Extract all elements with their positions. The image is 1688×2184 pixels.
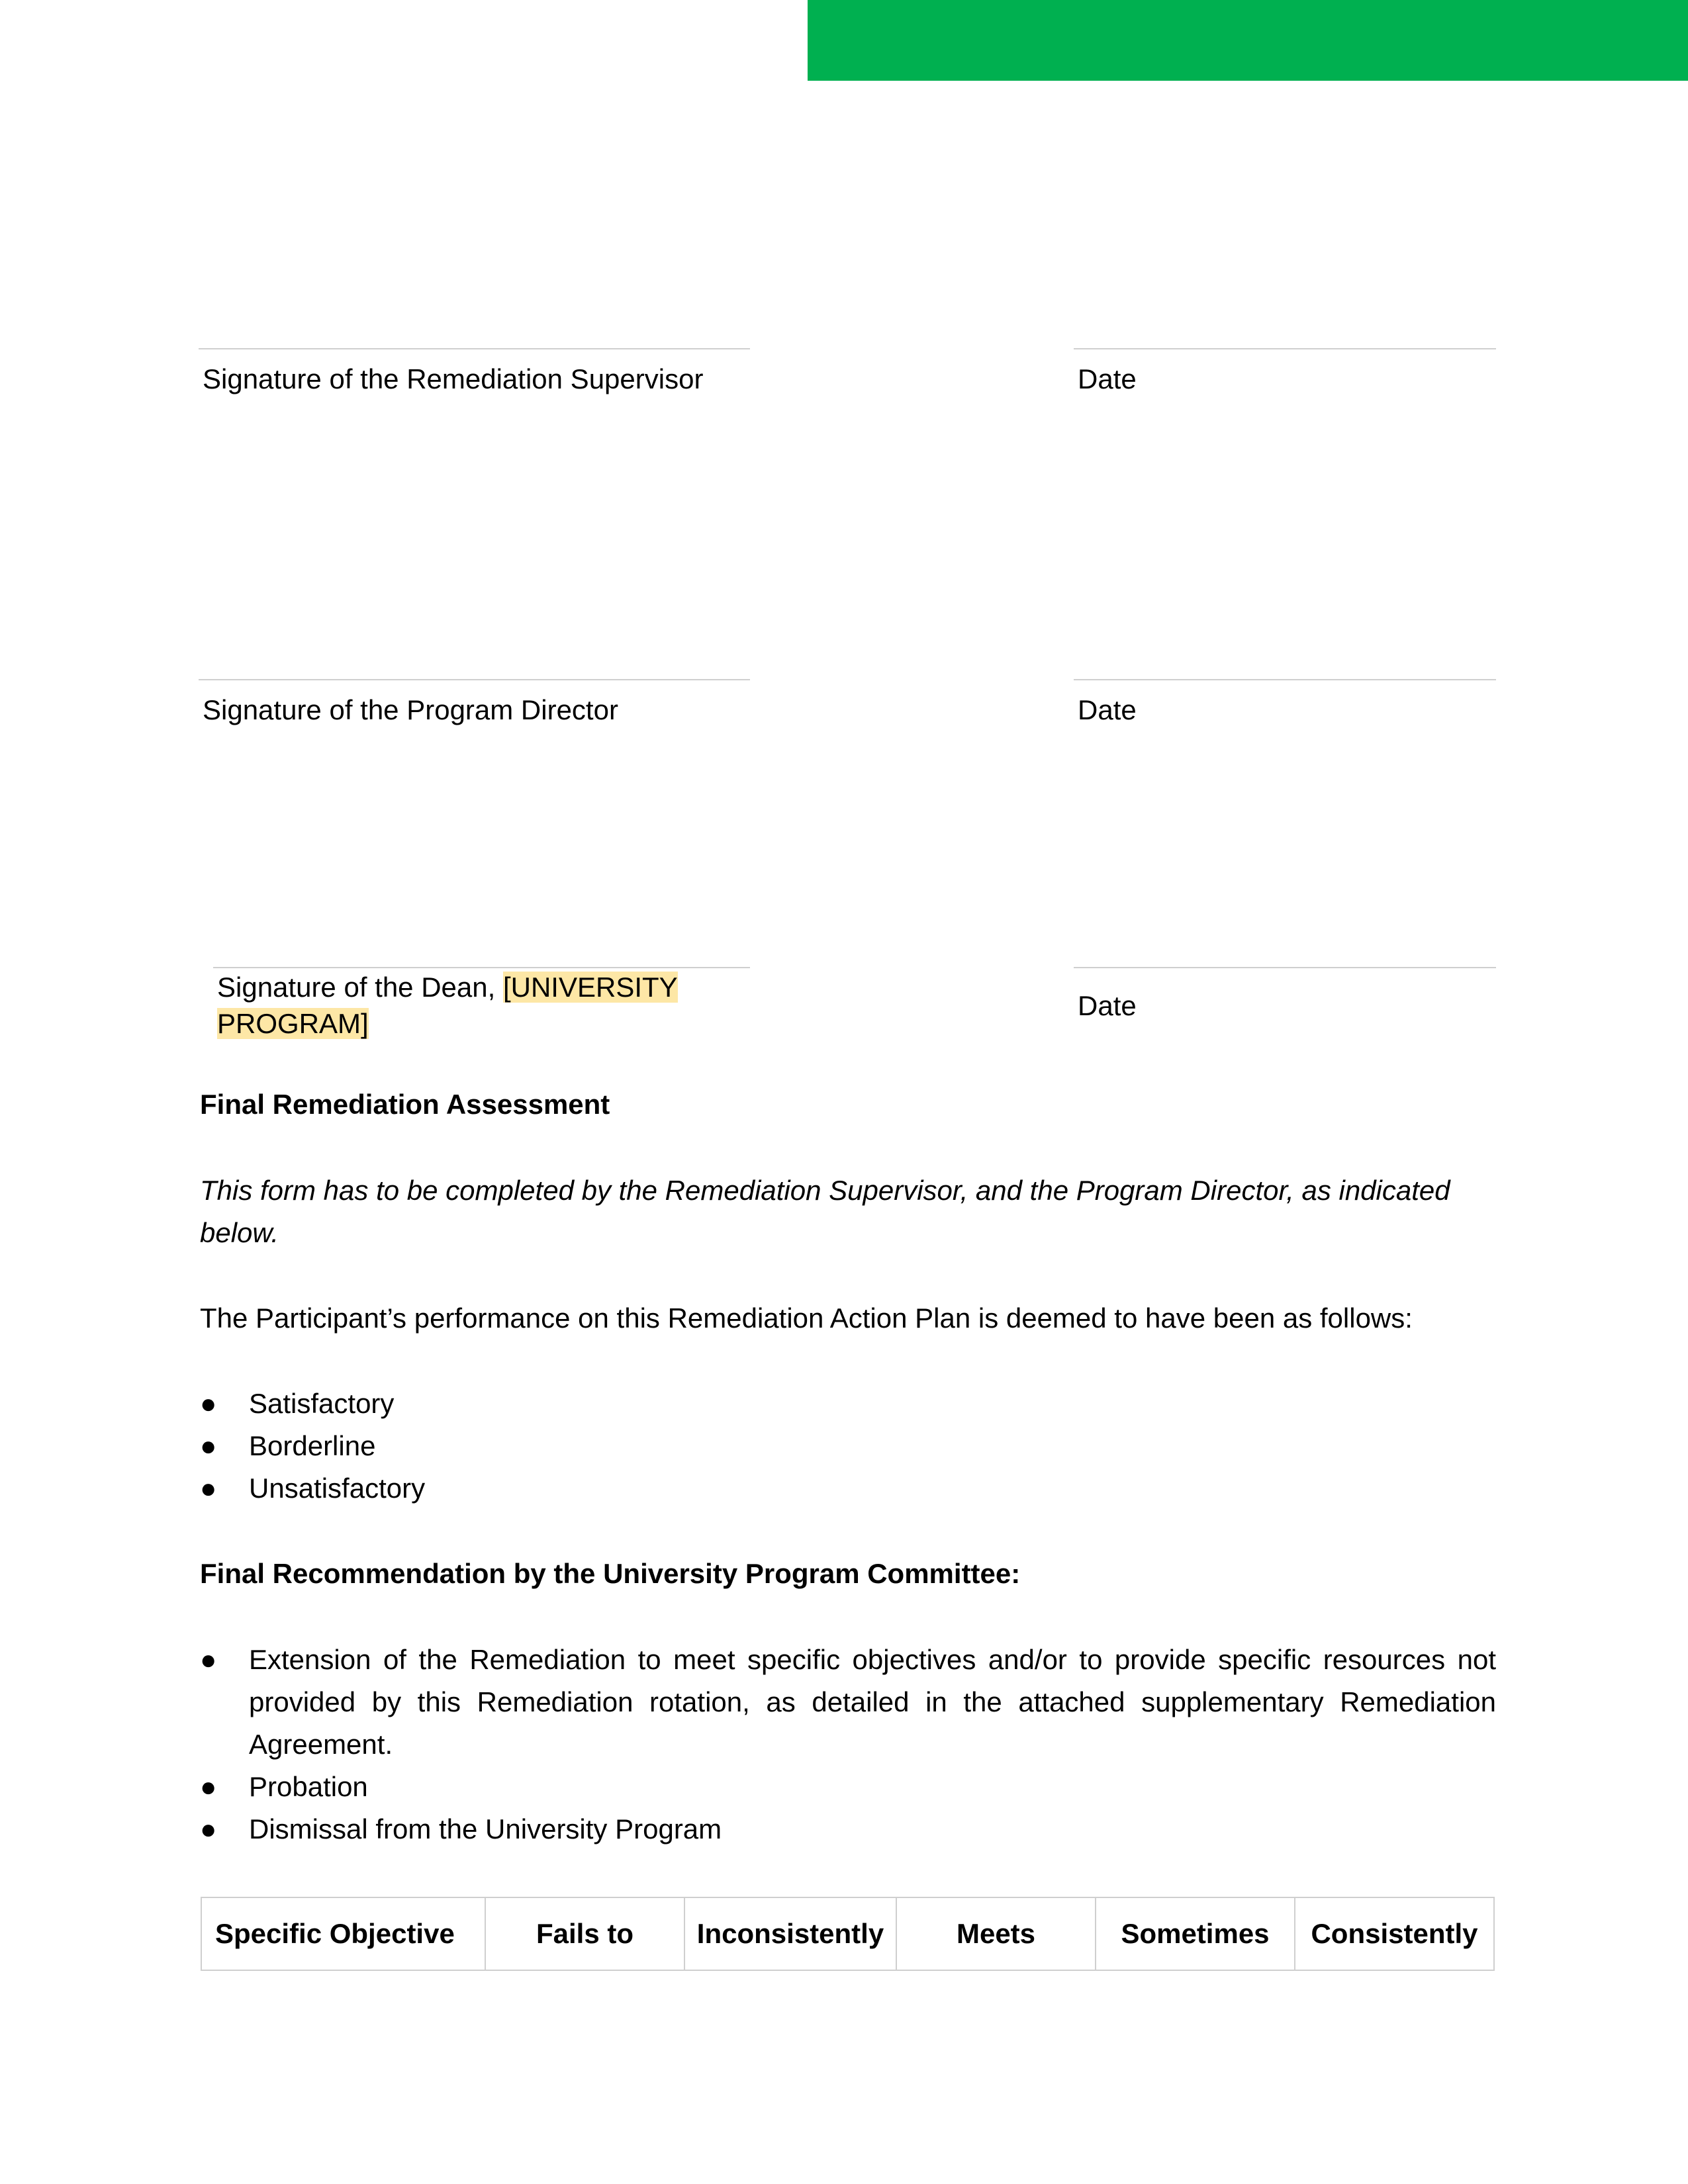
- recommendation-options-list: [200, 1639, 1496, 1850]
- director-date-line[interactable]: [1074, 679, 1496, 680]
- supervisor-date-label: Date: [1078, 363, 1137, 394]
- option-label: Extension of the Remediation to meet specific objectives and/or to provide specific resources not provided by this Remediation rotation, as detailed in the attached supplementary Remediation Agreement.: [249, 1644, 1496, 1760]
- bullet-icon: ●: [200, 1813, 217, 1844]
- final-assessment-heading: Final Remediation Assessment: [200, 1089, 610, 1120]
- column-header-sometimes: Sometimes: [1096, 1897, 1295, 1970]
- supervisor-signature-label: Signature of the Remediation Supervisor: [203, 363, 704, 394]
- specific-objectives-table: [201, 1897, 1495, 1971]
- dean-signature-label: [217, 969, 773, 1042]
- option-dismissal[interactable]: [200, 1808, 1496, 1850]
- option-borderline[interactable]: [200, 1425, 1496, 1467]
- dean-label-prefix: Signature of the Dean,: [217, 972, 503, 1003]
- column-header-meets: Meets: [896, 1897, 1096, 1970]
- supervisor-signature-line[interactable]: [199, 348, 750, 349]
- final-recommendation-heading: Final Recommendation by the University Program Committee:: [200, 1558, 1021, 1589]
- university-program-placeholder: [UNIVERSITY PROGRAM]: [217, 972, 678, 1039]
- dean-date-line[interactable]: [1074, 967, 1496, 968]
- bullet-icon: ●: [200, 1771, 217, 1802]
- bullet-icon: ●: [200, 1430, 217, 1461]
- option-extension[interactable]: [200, 1639, 1496, 1766]
- supervisor-date-line[interactable]: [1074, 348, 1496, 349]
- column-header-specific-objective: Specific Objective: [201, 1897, 485, 1970]
- dean-signature-line[interactable]: [213, 967, 750, 968]
- bullet-icon: ●: [200, 1473, 217, 1504]
- performance-statement: The Participant’s performance on this Remediation Action Plan is deemed to have been as follows:: [200, 1302, 1413, 1334]
- column-header-inconsistently: Inconsistently: [684, 1897, 896, 1970]
- bullet-icon: ●: [200, 1388, 217, 1419]
- option-label: Dismissal from the University Program: [249, 1813, 722, 1844]
- column-header-consistently: Consistently: [1295, 1897, 1494, 1970]
- director-signature-label: Signature of the Program Director: [203, 694, 618, 725]
- header-accent-bar: [808, 0, 1688, 81]
- assessment-instruction: This form has to be completed by the Remediation Supervisor, and the Program Director, as indicated below.: [200, 1175, 1450, 1248]
- table-header-row: [201, 1897, 1494, 1970]
- director-signature-line[interactable]: [199, 679, 750, 680]
- bullet-icon: ●: [200, 1644, 217, 1675]
- option-label: Unsatisfactory: [249, 1473, 426, 1504]
- option-satisfactory[interactable]: [200, 1383, 1496, 1425]
- performance-options-list: [200, 1383, 1496, 1510]
- option-label: Probation: [249, 1771, 368, 1802]
- dean-date-label: Date: [1078, 990, 1137, 1021]
- option-label: Borderline: [249, 1430, 376, 1461]
- director-date-label: Date: [1078, 694, 1137, 725]
- column-header-fails-to: Fails to: [485, 1897, 684, 1970]
- option-unsatisfactory[interactable]: [200, 1467, 1496, 1510]
- option-label: Satisfactory: [249, 1388, 395, 1419]
- option-probation[interactable]: [200, 1766, 1496, 1808]
